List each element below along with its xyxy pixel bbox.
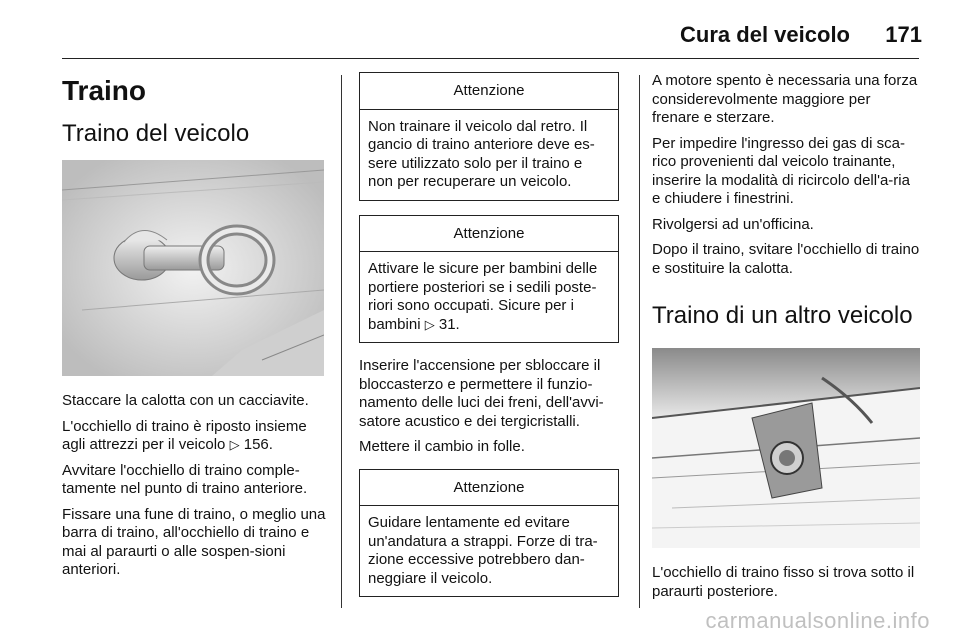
paragraph: Avvitare l'occhiello di traino comple-tamente nel punto di traino anteriore.	[62, 461, 308, 497]
subsection-title: Traino di un altro veicolo	[652, 302, 913, 329]
column-divider-2	[639, 75, 640, 608]
paragraph: A motore spento è necessaria una forza considerevolmente maggiore per frenare e sterzare.	[652, 72, 918, 126]
warning-box	[359, 72, 619, 201]
paragraph: Fissare una fune di traino, o meglio una barra di traino, all'occhiello di traino e mai al paraurti o alle sospen-sioni anteriori.	[62, 505, 326, 578]
column-1	[62, 72, 327, 587]
watermark: carmanualsonline.info	[705, 608, 930, 633]
paragraph: L'occhiello di traino è riposto insieme agli attrezzi per il veicolo ▷ 156.	[62, 417, 307, 453]
warning-title: Attenzione	[360, 470, 618, 507]
warning-text: Non trainare il veicolo dal retro. Il gancio di traino anteriore deve es-sere utilizzato solo per il traino e non per recuperare un veicolo.	[368, 117, 595, 190]
column-divider-1	[341, 75, 342, 608]
warning-text: Guidare lentamente ed evitare un'andatura a strappi. Forze di tra-zione eccessive potrebbero dan-neggiare il veicolo.	[368, 514, 598, 587]
page-ref-icon: ▷	[229, 437, 240, 452]
paragraph: Inserire l'accensione per sbloccare il bloccasterzo e permettere il funzio-namento delle luci dei freni, dell'avvi-satore acustico e dei tergicristalli.	[359, 357, 604, 430]
rear-tow-eye-photo-icon	[652, 348, 920, 548]
paragraph: Mettere il cambio in folle.	[359, 438, 525, 455]
column-3	[652, 72, 920, 608]
towing-eye-image	[62, 160, 324, 376]
towing-eye-photo-icon	[62, 160, 324, 376]
paragraph: Rivolgersi ad un'officina.	[652, 215, 814, 233]
section-title: Traino	[62, 75, 147, 106]
running-header-title: Cura del veicolo	[680, 22, 850, 47]
header-divider	[62, 58, 919, 59]
image-caption: L'occhiello di traino fisso si trova sotto il paraurti posteriore.	[652, 564, 915, 600]
warning-box	[359, 469, 619, 598]
paragraph: Dopo il traino, svitare l'occhiello di traino e sostituire la calotta.	[652, 241, 920, 277]
rear-tow-eye-image	[652, 348, 920, 548]
warning-title: Attenzione	[360, 73, 618, 110]
subsection-title: Traino del veicolo	[62, 120, 250, 147]
page-ref-icon: ▷	[424, 316, 435, 332]
column-2	[359, 72, 621, 611]
warning-text: Attivare le sicure per bambini delle portiere posteriori se i sedili poste-riori sono occupati. Sicure per i bambini ▷ 31.	[368, 260, 598, 333]
paragraph: Staccare la calotta con un cacciavite.	[62, 392, 309, 409]
warning-box	[359, 215, 619, 344]
page-number: 171	[885, 22, 922, 47]
warning-title: Attenzione	[360, 216, 618, 253]
paragraph: Per impedire l'ingresso dei gas di sca-rico provenienti dal veicolo trainante, inserire la modalità di ricircolo dell'a-ria e chiudere i finestrini.	[652, 134, 910, 207]
